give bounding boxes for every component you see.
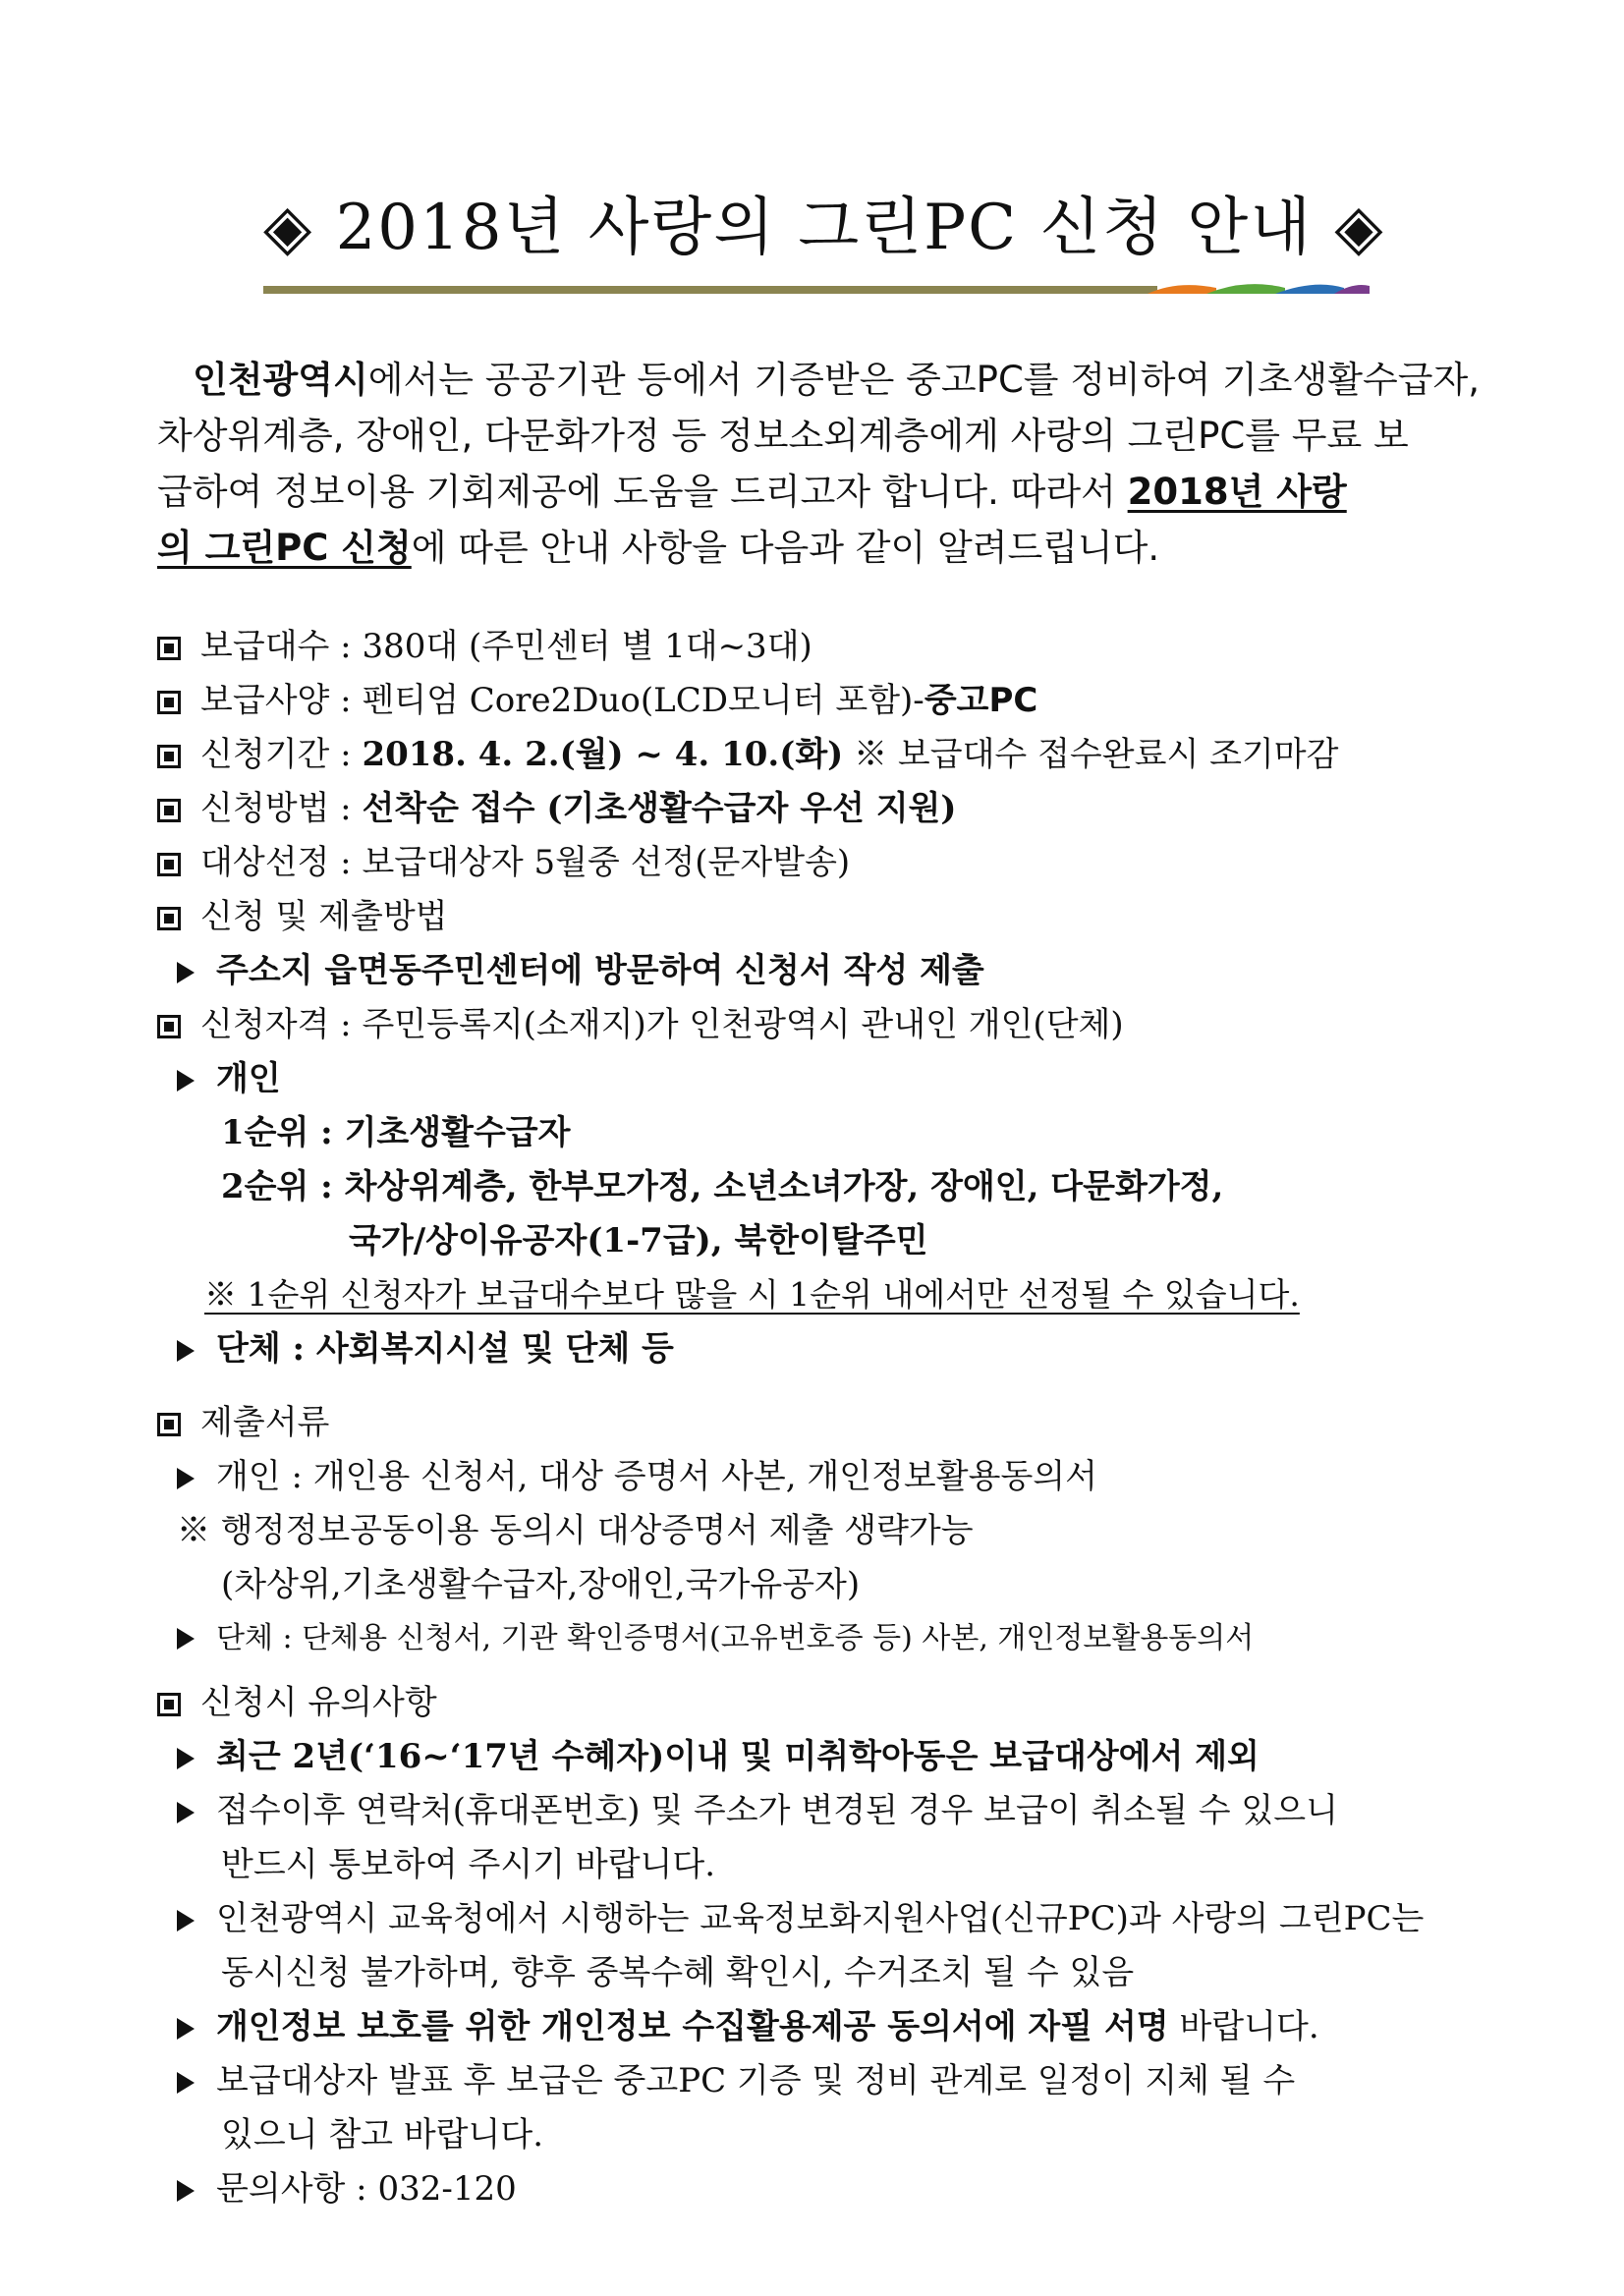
intro-line-2: 차상위계층, 장애인, 다문화가정 등 정보소외계층에게 사랑의 그린PC를 무료 보 — [157, 415, 1409, 457]
item-qualification: 신청자격 : 주민등록지(소재지)가 인천광역시 관내인 개인(단체) — [157, 1000, 1124, 1049]
intro-line-3: 급하여 정보이용 기회제공에 도움을 드리고자 합니다. 따라서 — [157, 471, 1128, 513]
triangle-bullet-icon — [177, 1910, 195, 1932]
triangle-bullet-icon — [177, 1748, 195, 1769]
item-caution-3: 인천광역시 교육청에서 시행하는 교육정보화지원사업(신규PC)과 사랑의 그린PC는 — [177, 1894, 1424, 1943]
square-bullet-icon — [157, 1413, 181, 1436]
item-rank1: 1순위 : 기초생활수급자 — [221, 1113, 571, 1152]
item-doc-note-line2: (차상위,기초생활수급자,장애인,국가유공자) — [221, 1565, 861, 1604]
item-period: 신청기간 : 2018. 4. 2.(월) ~ 4. 10.(화) ※ 보급대수 접수완료시 조기마감 — [157, 730, 1338, 779]
item-caution-4: 개인정보 보호를 위한 개인정보 수집활용제공 동의서에 자필 서명 바랍니다. — [177, 2002, 1319, 2051]
title-bar-olive — [263, 286, 1157, 294]
item-rank2-line2: 국가/상이유공자(1-7급), 북한이탈주민 — [349, 1221, 928, 1260]
item-caution-2: 접수이후 연락처(휴대폰번호) 및 주소가 변경된 경우 보급이 취소될 수 있으니 — [177, 1786, 1338, 1835]
title-bar-orange-wave — [1148, 285, 1216, 294]
square-bullet-icon — [157, 799, 181, 822]
triangle-bullet-icon — [177, 1628, 195, 1650]
title-bar-blue-wave — [1275, 285, 1344, 294]
title-bar-green-wave — [1206, 284, 1285, 294]
square-bullet-icon — [157, 637, 181, 660]
square-bullet-icon — [157, 745, 181, 768]
square-bullet-icon — [157, 853, 181, 876]
item-documents: 제출서류 — [157, 1398, 329, 1447]
triangle-bullet-icon — [177, 1340, 195, 1362]
item-supply-count: 보급대수 : 380대 (주민센터 별 1대~3대) — [157, 622, 812, 671]
intro-line-1: 에서는 공공기관 등에서 기증받은 중고PC를 정비하여 기초생활수급자, — [367, 359, 1480, 401]
item-caution-2-cont: 반드시 통보하여 주시기 바랍니다. — [221, 1845, 716, 1884]
square-bullet-icon — [157, 1015, 181, 1038]
item-doc-group: 단체 : 단체용 신청서, 기관 확인증명서(고유번호증 등) 사본, 개인정보활용동의서 — [177, 1614, 1254, 1663]
triangle-bullet-icon — [177, 962, 195, 983]
item-caution-3-cont: 동시신청 불가하며, 향후 중복수혜 확인시, 수거조치 될 수 있음 — [221, 1953, 1135, 1992]
item-submit-detail: 주소지 읍면동주민센터에 방문하여 신청서 작성 제출 — [177, 946, 984, 995]
title-divider-bar — [263, 282, 1370, 296]
square-bullet-icon — [157, 691, 181, 714]
intro-highlight-a: 2018년 사랑 — [1127, 471, 1347, 513]
intro-highlight-b: 의 그린PC 신청 — [157, 527, 412, 569]
triangle-bullet-icon — [177, 2180, 195, 2202]
triangle-bullet-icon — [177, 1802, 195, 1823]
item-caution-1: 최근 2년(‘16~‘17년 수혜자)이내 및 미취학아동은 보급대상에서 제외 — [177, 1732, 1260, 1781]
triangle-bullet-icon — [177, 2018, 195, 2040]
item-individual: 개인 — [177, 1054, 281, 1103]
square-bullet-icon — [157, 907, 181, 930]
item-selection: 대상선정 : 보급대상자 5월중 선정(문자발송) — [157, 838, 850, 887]
item-contact: 문의사항 : 032-120 — [177, 2164, 517, 2213]
item-method: 신청방법 : 선착순 접수 (기초생활수급자 우선 지원) — [157, 784, 956, 833]
item-rank-note: ※ 1순위 신청자가 보급대수보다 많을 시 1순위 내에서만 선정될 수 있습니다. — [204, 1275, 1300, 1314]
triangle-bullet-icon — [177, 1070, 195, 1092]
triangle-bullet-icon — [177, 2072, 195, 2094]
page-title: ◈ 2018년 사랑의 그린PC 신청 안내 ◈ — [263, 192, 1385, 264]
intro-org: 인천광역시 — [193, 359, 368, 401]
item-rank2-line1: 2순위 : 차상위계층, 한부모가정, 소년소녀가장, 장애인, 다문화가정, — [221, 1167, 1224, 1206]
intro-paragraph — [157, 352, 1479, 576]
item-doc-note-line1: ※ 행정정보공동이용 동의시 대상증명서 제출 생략가능 — [177, 1511, 974, 1550]
item-cautions: 신청시 유의사항 — [157, 1678, 437, 1727]
item-doc-individual: 개인 : 개인용 신청서, 대상 증명서 사본, 개인정보활용동의서 — [177, 1452, 1097, 1501]
item-spec: 보급사양 : 펜티엄 Core2Duo(LCD모니터 포함)-중고PC — [157, 676, 1037, 725]
item-group: 단체 : 사회복지시설 및 단체 등 — [177, 1324, 674, 1373]
triangle-bullet-icon — [177, 1468, 195, 1489]
item-caution-5: 보급대상자 발표 후 보급은 중고PC 기증 및 정비 관계로 일정이 지체 될 수 — [177, 2056, 1295, 2105]
intro-line-4: 에 따른 안내 사항을 다음과 같이 알려드립니다. — [411, 527, 1160, 569]
square-bullet-icon — [157, 1693, 181, 1716]
item-submit-method: 신청 및 제출방법 — [157, 892, 448, 941]
item-caution-5-cont: 있으니 참고 바랍니다. — [221, 2115, 544, 2155]
